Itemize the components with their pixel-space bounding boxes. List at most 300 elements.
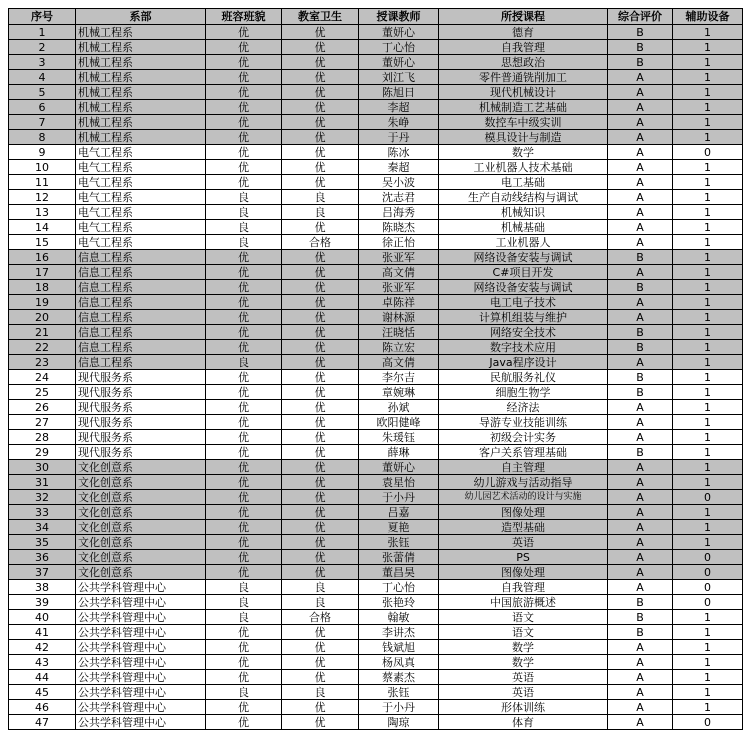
cell-teacher: 蔡素杰 (359, 670, 439, 685)
cell-course: C#项目开发 (439, 265, 608, 280)
cell-index: 45 (9, 685, 76, 700)
header-aux-equipment: 辅助设备 (673, 9, 743, 25)
cell-teacher: 陈立宏 (359, 340, 439, 355)
cell-classroom-hygiene: 良 (282, 595, 359, 610)
cell-department: 机械工程系 (76, 70, 206, 85)
cell-teacher: 朱峥 (359, 115, 439, 130)
cell-class-appearance: 优 (206, 715, 282, 730)
table-row (9, 85, 743, 100)
cell-aux-equipment: 1 (673, 55, 743, 70)
cell-department: 电气工程系 (76, 175, 206, 190)
cell-classroom-hygiene: 优 (282, 130, 359, 145)
cell-department: 机械工程系 (76, 115, 206, 130)
cell-overall-rating: A (608, 415, 673, 430)
cell-classroom-hygiene: 优 (282, 640, 359, 655)
table-row (9, 430, 743, 445)
cell-course: 数学 (439, 640, 608, 655)
cell-overall-rating: A (608, 130, 673, 145)
cell-overall-rating: B (608, 40, 673, 55)
cell-department: 信息工程系 (76, 310, 206, 325)
cell-index: 41 (9, 625, 76, 640)
cell-overall-rating: B (608, 385, 673, 400)
cell-index: 29 (9, 445, 76, 460)
cell-class-appearance: 优 (206, 145, 282, 160)
cell-class-appearance: 优 (206, 340, 282, 355)
cell-class-appearance: 优 (206, 400, 282, 415)
table-row (9, 415, 743, 430)
cell-teacher: 张亚军 (359, 250, 439, 265)
cell-class-appearance: 良 (206, 595, 282, 610)
cell-aux-equipment: 1 (673, 190, 743, 205)
cell-class-appearance: 优 (206, 295, 282, 310)
cell-aux-equipment: 1 (673, 265, 743, 280)
cell-course: 语文 (439, 610, 608, 625)
cell-overall-rating: B (608, 55, 673, 70)
cell-course: 工业机器人 (439, 235, 608, 250)
cell-aux-equipment: 1 (673, 310, 743, 325)
cell-department: 文化创意系 (76, 475, 206, 490)
cell-teacher: 李尔吉 (359, 370, 439, 385)
cell-course: 造型基础 (439, 520, 608, 535)
cell-index: 5 (9, 85, 76, 100)
cell-department: 公共学科管理中心 (76, 625, 206, 640)
cell-aux-equipment: 1 (673, 385, 743, 400)
cell-teacher: 沈志君 (359, 190, 439, 205)
cell-overall-rating: A (608, 160, 673, 175)
table-row (9, 385, 743, 400)
cell-index: 43 (9, 655, 76, 670)
cell-course: 幼儿园艺术活动的设计与实施 (439, 490, 608, 505)
table-row (9, 685, 743, 700)
cell-aux-equipment: 1 (673, 280, 743, 295)
cell-department: 现代服务系 (76, 370, 206, 385)
cell-aux-equipment: 1 (673, 670, 743, 685)
cell-class-appearance: 优 (206, 520, 282, 535)
cell-department: 公共学科管理中心 (76, 640, 206, 655)
cell-aux-equipment: 0 (673, 595, 743, 610)
cell-class-appearance: 良 (206, 355, 282, 370)
cell-aux-equipment: 1 (673, 520, 743, 535)
cell-overall-rating: A (608, 520, 673, 535)
cell-aux-equipment: 1 (673, 340, 743, 355)
table-row (9, 325, 743, 340)
cell-overall-rating: A (608, 655, 673, 670)
cell-teacher: 于小丹 (359, 490, 439, 505)
cell-index: 2 (9, 40, 76, 55)
cell-department: 现代服务系 (76, 385, 206, 400)
table-row (9, 610, 743, 625)
cell-course: PS (439, 550, 608, 565)
cell-overall-rating: A (608, 490, 673, 505)
table-row (9, 250, 743, 265)
cell-course: 思想政治 (439, 55, 608, 70)
table-row (9, 550, 743, 565)
table-row (9, 145, 743, 160)
table-row (9, 55, 743, 70)
cell-overall-rating: A (608, 685, 673, 700)
cell-course: 自我管理 (439, 40, 608, 55)
cell-department: 公共学科管理中心 (76, 685, 206, 700)
cell-teacher: 翰敏 (359, 610, 439, 625)
cell-overall-rating: A (608, 565, 673, 580)
cell-index: 13 (9, 205, 76, 220)
cell-teacher: 朱瑗钰 (359, 430, 439, 445)
cell-class-appearance: 优 (206, 325, 282, 340)
cell-index: 24 (9, 370, 76, 385)
table-row (9, 40, 743, 55)
cell-index: 46 (9, 700, 76, 715)
cell-overall-rating: B (608, 625, 673, 640)
cell-teacher: 董妍心 (359, 55, 439, 70)
cell-index: 33 (9, 505, 76, 520)
cell-aux-equipment: 1 (673, 655, 743, 670)
table-row (9, 595, 743, 610)
cell-teacher: 袁星怡 (359, 475, 439, 490)
cell-course: 机械基础 (439, 220, 608, 235)
cell-index: 36 (9, 550, 76, 565)
cell-classroom-hygiene: 优 (282, 145, 359, 160)
cell-course: 工业机器人技术基础 (439, 160, 608, 175)
cell-aux-equipment: 1 (673, 175, 743, 190)
cell-teacher: 陈冰 (359, 145, 439, 160)
cell-department: 公共学科管理中心 (76, 700, 206, 715)
cell-classroom-hygiene: 优 (282, 475, 359, 490)
cell-class-appearance: 优 (206, 310, 282, 325)
table-row (9, 235, 743, 250)
cell-course: 现代机械设计 (439, 85, 608, 100)
header-class-appearance: 班容班貌 (206, 9, 282, 25)
cell-classroom-hygiene: 优 (282, 220, 359, 235)
cell-index: 11 (9, 175, 76, 190)
cell-overall-rating: A (608, 100, 673, 115)
cell-class-appearance: 优 (206, 490, 282, 505)
cell-course: 细胞生物学 (439, 385, 608, 400)
cell-overall-rating: A (608, 175, 673, 190)
cell-course: 零件普通铣削加工 (439, 70, 608, 85)
cell-aux-equipment: 1 (673, 415, 743, 430)
cell-course: 机械制造工艺基础 (439, 100, 608, 115)
cell-overall-rating: B (608, 370, 673, 385)
cell-overall-rating: B (608, 445, 673, 460)
cell-class-appearance: 优 (206, 550, 282, 565)
cell-class-appearance: 优 (206, 460, 282, 475)
cell-overall-rating: A (608, 700, 673, 715)
cell-classroom-hygiene: 优 (282, 565, 359, 580)
cell-index: 31 (9, 475, 76, 490)
cell-classroom-hygiene: 优 (282, 460, 359, 475)
cell-index: 32 (9, 490, 76, 505)
cell-department: 文化创意系 (76, 490, 206, 505)
cell-course: Java程序设计 (439, 355, 608, 370)
cell-aux-equipment: 1 (673, 205, 743, 220)
cell-course: 客户关系管理基础 (439, 445, 608, 460)
cell-course: 体育 (439, 715, 608, 730)
cell-overall-rating: A (608, 460, 673, 475)
cell-index: 3 (9, 55, 76, 70)
cell-department: 文化创意系 (76, 550, 206, 565)
cell-index: 47 (9, 715, 76, 730)
cell-index: 28 (9, 430, 76, 445)
cell-department: 文化创意系 (76, 535, 206, 550)
cell-aux-equipment: 1 (673, 40, 743, 55)
cell-class-appearance: 优 (206, 385, 282, 400)
cell-course: 中国旅游概述 (439, 595, 608, 610)
cell-aux-equipment: 1 (673, 325, 743, 340)
cell-teacher: 吴小波 (359, 175, 439, 190)
cell-course: 数学 (439, 655, 608, 670)
cell-department: 信息工程系 (76, 250, 206, 265)
table-row (9, 370, 743, 385)
cell-classroom-hygiene: 优 (282, 625, 359, 640)
cell-classroom-hygiene: 优 (282, 175, 359, 190)
cell-index: 23 (9, 355, 76, 370)
cell-index: 15 (9, 235, 76, 250)
cell-course: 数学 (439, 145, 608, 160)
cell-teacher: 丁心怡 (359, 580, 439, 595)
cell-index: 16 (9, 250, 76, 265)
cell-classroom-hygiene: 优 (282, 310, 359, 325)
cell-aux-equipment: 1 (673, 700, 743, 715)
cell-department: 公共学科管理中心 (76, 580, 206, 595)
cell-index: 19 (9, 295, 76, 310)
cell-class-appearance: 优 (206, 70, 282, 85)
cell-index: 1 (9, 25, 76, 40)
cell-course: 幼儿游戏与活动指导 (439, 475, 608, 490)
cell-department: 现代服务系 (76, 415, 206, 430)
table-row (9, 25, 743, 40)
cell-overall-rating: A (608, 550, 673, 565)
cell-teacher: 李讲杰 (359, 625, 439, 640)
cell-teacher: 于小丹 (359, 700, 439, 715)
cell-teacher: 张亚军 (359, 280, 439, 295)
cell-aux-equipment: 1 (673, 460, 743, 475)
cell-aux-equipment: 0 (673, 550, 743, 565)
cell-aux-equipment: 1 (673, 100, 743, 115)
cell-class-appearance: 优 (206, 370, 282, 385)
cell-teacher: 张钰 (359, 685, 439, 700)
table-row (9, 70, 743, 85)
cell-department: 文化创意系 (76, 505, 206, 520)
header-classroom-hygiene: 教室卫生 (282, 9, 359, 25)
cell-index: 44 (9, 670, 76, 685)
cell-aux-equipment: 1 (673, 115, 743, 130)
cell-class-appearance: 良 (206, 220, 282, 235)
cell-department: 电气工程系 (76, 205, 206, 220)
cell-department: 信息工程系 (76, 355, 206, 370)
cell-class-appearance: 优 (206, 280, 282, 295)
table-row (9, 715, 743, 730)
cell-overall-rating: A (608, 145, 673, 160)
cell-overall-rating: A (608, 265, 673, 280)
cell-aux-equipment: 1 (673, 505, 743, 520)
cell-course: 语文 (439, 625, 608, 640)
table-row (9, 310, 743, 325)
cell-index: 6 (9, 100, 76, 115)
cell-overall-rating: A (608, 295, 673, 310)
cell-classroom-hygiene: 优 (282, 265, 359, 280)
cell-course: 计算机组装与维护 (439, 310, 608, 325)
cell-index: 20 (9, 310, 76, 325)
cell-department: 现代服务系 (76, 400, 206, 415)
cell-course: 网络设备安装与调试 (439, 250, 608, 265)
cell-class-appearance: 良 (206, 235, 282, 250)
cell-index: 39 (9, 595, 76, 610)
cell-teacher: 欧阳健峰 (359, 415, 439, 430)
cell-class-appearance: 优 (206, 445, 282, 460)
table-row (9, 670, 743, 685)
cell-index: 30 (9, 460, 76, 475)
cell-classroom-hygiene: 优 (282, 700, 359, 715)
cell-class-appearance: 良 (206, 685, 282, 700)
cell-overall-rating: B (608, 250, 673, 265)
cell-index: 38 (9, 580, 76, 595)
cell-teacher: 董昌昊 (359, 565, 439, 580)
cell-overall-rating: A (608, 670, 673, 685)
cell-classroom-hygiene: 优 (282, 400, 359, 415)
cell-teacher: 于丹 (359, 130, 439, 145)
table-row (9, 220, 743, 235)
cell-aux-equipment: 1 (673, 220, 743, 235)
cell-teacher: 吕海秀 (359, 205, 439, 220)
table-row (9, 295, 743, 310)
cell-department: 电气工程系 (76, 145, 206, 160)
cell-department: 机械工程系 (76, 25, 206, 40)
cell-index: 25 (9, 385, 76, 400)
cell-department: 公共学科管理中心 (76, 595, 206, 610)
header-course: 所授课程 (439, 9, 608, 25)
cell-teacher: 丁心怡 (359, 40, 439, 55)
cell-class-appearance: 优 (206, 640, 282, 655)
cell-overall-rating: A (608, 430, 673, 445)
cell-teacher: 秦超 (359, 160, 439, 175)
cell-teacher: 陈晓杰 (359, 220, 439, 235)
cell-index: 34 (9, 520, 76, 535)
cell-overall-rating: A (608, 640, 673, 655)
cell-department: 信息工程系 (76, 280, 206, 295)
cell-department: 机械工程系 (76, 85, 206, 100)
cell-aux-equipment: 1 (673, 445, 743, 460)
cell-course: 电工基础 (439, 175, 608, 190)
cell-classroom-hygiene: 优 (282, 325, 359, 340)
cell-teacher: 陶琼 (359, 715, 439, 730)
cell-aux-equipment: 0 (673, 580, 743, 595)
cell-course: 初级会计实务 (439, 430, 608, 445)
table-row (9, 280, 743, 295)
cell-course: 数控车中级实训 (439, 115, 608, 130)
cell-classroom-hygiene: 优 (282, 100, 359, 115)
cell-department: 公共学科管理中心 (76, 715, 206, 730)
cell-classroom-hygiene: 优 (282, 70, 359, 85)
cell-index: 22 (9, 340, 76, 355)
cell-aux-equipment: 1 (673, 625, 743, 640)
cell-class-appearance: 优 (206, 115, 282, 130)
cell-teacher: 张蕾倩 (359, 550, 439, 565)
table-row (9, 640, 743, 655)
cell-classroom-hygiene: 优 (282, 715, 359, 730)
table-row (9, 700, 743, 715)
cell-class-appearance: 优 (206, 505, 282, 520)
table-row (9, 355, 743, 370)
cell-teacher: 章婉琳 (359, 385, 439, 400)
cell-overall-rating: B (608, 325, 673, 340)
cell-index: 9 (9, 145, 76, 160)
cell-course: 数字技术应用 (439, 340, 608, 355)
cell-classroom-hygiene: 优 (282, 40, 359, 55)
cell-aux-equipment: 1 (673, 295, 743, 310)
cell-teacher: 谢林源 (359, 310, 439, 325)
cell-class-appearance: 优 (206, 415, 282, 430)
cell-department: 机械工程系 (76, 40, 206, 55)
table-row (9, 535, 743, 550)
header-overall-rating: 综合评价 (608, 9, 673, 25)
cell-classroom-hygiene: 优 (282, 370, 359, 385)
table-row (9, 655, 743, 670)
table-row (9, 115, 743, 130)
table-row (9, 160, 743, 175)
cell-teacher: 张艳玲 (359, 595, 439, 610)
header-index: 序号 (9, 9, 76, 25)
cell-aux-equipment: 1 (673, 160, 743, 175)
cell-index: 12 (9, 190, 76, 205)
cell-index: 27 (9, 415, 76, 430)
cell-teacher: 夏艳 (359, 520, 439, 535)
header-department: 系部 (76, 9, 206, 25)
cell-course: 图像处理 (439, 505, 608, 520)
cell-aux-equipment: 1 (673, 475, 743, 490)
cell-classroom-hygiene: 优 (282, 385, 359, 400)
cell-aux-equipment: 1 (673, 235, 743, 250)
cell-overall-rating: B (608, 340, 673, 355)
cell-department: 现代服务系 (76, 430, 206, 445)
cell-overall-rating: A (608, 115, 673, 130)
table-row (9, 520, 743, 535)
cell-department: 文化创意系 (76, 520, 206, 535)
cell-class-appearance: 优 (206, 175, 282, 190)
table-row (9, 445, 743, 460)
cell-overall-rating: A (608, 715, 673, 730)
cell-aux-equipment: 1 (673, 130, 743, 145)
cell-overall-rating: A (608, 235, 673, 250)
cell-classroom-hygiene: 优 (282, 295, 359, 310)
cell-teacher: 董妍心 (359, 460, 439, 475)
header-row (9, 9, 743, 25)
cell-teacher: 孙斌 (359, 400, 439, 415)
cell-overall-rating: A (608, 85, 673, 100)
cell-overall-rating: A (608, 475, 673, 490)
cell-class-appearance: 优 (206, 430, 282, 445)
cell-index: 40 (9, 610, 76, 625)
cell-class-appearance: 优 (206, 475, 282, 490)
cell-department: 信息工程系 (76, 340, 206, 355)
cell-teacher: 李超 (359, 100, 439, 115)
cell-teacher: 徐正怡 (359, 235, 439, 250)
cell-department: 电气工程系 (76, 190, 206, 205)
cell-index: 35 (9, 535, 76, 550)
cell-course: 英语 (439, 535, 608, 550)
cell-aux-equipment: 1 (673, 685, 743, 700)
cell-department: 机械工程系 (76, 100, 206, 115)
cell-classroom-hygiene: 优 (282, 490, 359, 505)
table-row (9, 565, 743, 580)
cell-class-appearance: 优 (206, 25, 282, 40)
cell-overall-rating: A (608, 310, 673, 325)
cell-department: 电气工程系 (76, 160, 206, 175)
cell-course: 图像处理 (439, 565, 608, 580)
cell-teacher: 高文倩 (359, 355, 439, 370)
cell-classroom-hygiene: 优 (282, 550, 359, 565)
cell-class-appearance: 良 (206, 610, 282, 625)
cell-aux-equipment: 0 (673, 145, 743, 160)
